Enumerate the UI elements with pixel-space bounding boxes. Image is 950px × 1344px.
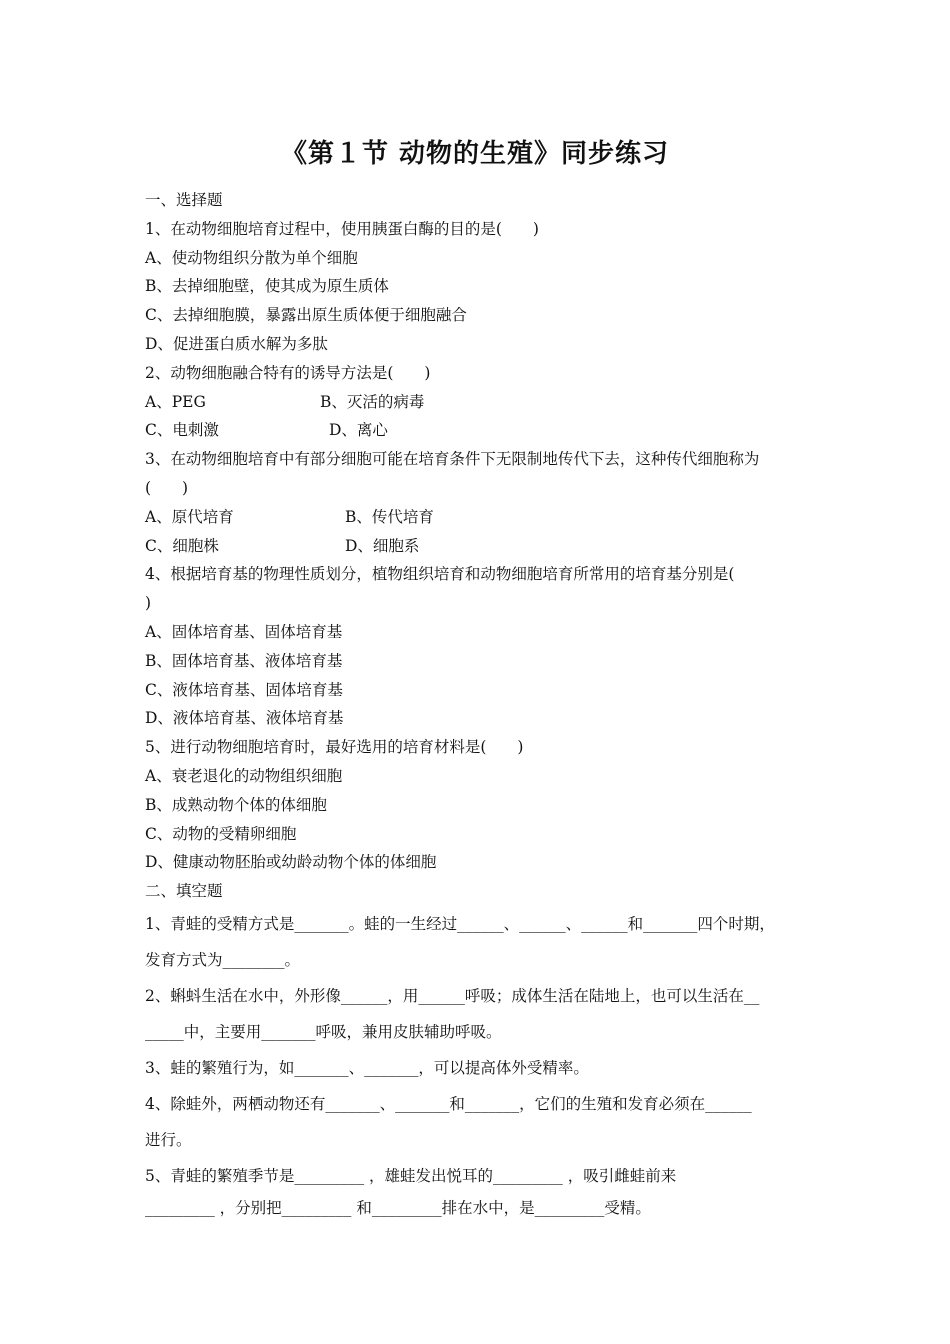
question-1-option-c: C、去掉细胞膜，暴露出原生质体便于细胞融合 — [145, 306, 467, 325]
question-2-option-a: A、PEG — [145, 392, 206, 411]
fill-5-line-2: _________ ，分别把_________ 和_________排在水中，是_________受精。 — [145, 1198, 651, 1217]
question-2-options-row-1 — [145, 388, 825, 417]
question-3-options-row-2 — [145, 532, 825, 561]
question-4-stem-line-1: 4、根据培育基的物理性质划分，植物组织培育和动物细胞培育所常用的培育基分别是( — [145, 565, 735, 584]
question-5-option-c: C、动物的受精卵细胞 — [145, 824, 297, 843]
question-2-option-b: B、灭活的病毒 — [320, 392, 425, 411]
question-3-option-a: A、原代培育 — [145, 507, 234, 526]
question-4-option-a: A、固体培育基、固体培育基 — [145, 622, 343, 641]
question-2-options-row-2 — [145, 416, 825, 445]
question-3-stem-line-1: 3、在动物细胞培育中有部分细胞可能在培育条件下无限制地传代下去，这种传代细胞称为 — [145, 450, 760, 469]
fill-3-line-1: 3、蛙的繁殖行为，如_______、_______，可以提高体外受精率。 — [145, 1058, 589, 1077]
fill-5-line-1: 5、青蛙的繁殖季节是_________ ，雄蛙发出悦耳的_________ ，吸引雌蛙前来 — [145, 1166, 677, 1185]
question-2-option-d: D、离心 — [329, 421, 388, 440]
question-3-option-d: D、细胞系 — [345, 536, 420, 555]
section-heading-choice: 一、选择题 — [145, 191, 223, 209]
question-4-option-c: C、液体培育基、固体培育基 — [145, 680, 343, 699]
question-1-option-d: D、促进蛋白质水解为多肽 — [145, 334, 328, 353]
question-4-stem-line-2: ) — [145, 594, 152, 613]
question-5-option-a: A、衰老退化的动物组织细胞 — [145, 766, 343, 785]
fill-2-line-1: 2、蝌蚪生活在水中，外形像______，用______呼吸；成体生活在陆地上，也可以生活在__ — [145, 986, 760, 1005]
question-3-option-c: C、细胞株 — [145, 536, 219, 555]
question-2-stem: 2、动物细胞融合特有的诱导方法是( ) — [145, 363, 431, 382]
question-5-stem: 5、进行动物细胞培育时，最好选用的培育材料是( ) — [145, 738, 524, 757]
fill-1-line-1: 1、青蛙的受精方式是_______。蛙的一生经过______、______、______和_______四个时期， — [145, 914, 775, 933]
section-heading-fill-in: 二、填空题 — [145, 882, 223, 901]
question-2-option-c: C、电刺激 — [145, 421, 219, 440]
question-1-option-b: B、去掉细胞壁，使其成为原生质体 — [145, 277, 389, 296]
document-title: 《第１节 动物的生殖》同步练习 — [280, 139, 670, 169]
question-1-option-a: A、使动物组织分散为单个细胞 — [145, 248, 358, 267]
question-3-option-b: B、传代培育 — [345, 507, 434, 526]
question-5-option-d: D、健康动物胚胎或幼龄动物个体的体细胞 — [145, 853, 437, 872]
fill-1-line-2: 发育方式为________。 — [145, 950, 301, 969]
question-4-option-d: D、液体培育基、液体培育基 — [145, 709, 344, 728]
question-4-option-b: B、固体培育基、液体培育基 — [145, 651, 343, 670]
question-3-stem-line-2: ( ) — [145, 478, 189, 497]
fill-4-line-2: 进行。 — [145, 1130, 192, 1149]
fill-4-line-1: 4、除蛙外，两栖动物还有_______、_______和_______，它们的生殖和发育必须在______ — [145, 1094, 752, 1113]
question-3-options-row-1 — [145, 503, 825, 532]
fill-2-line-2: _____中，主要用_______呼吸，兼用皮肤辅助呼吸。 — [145, 1022, 502, 1041]
question-5-option-b: B、成熟动物个体的体细胞 — [145, 795, 327, 814]
question-1-stem: 1、在动物细胞培育过程中，使用胰蛋白酶的目的是( ) — [145, 219, 539, 238]
document-body — [145, 186, 825, 1223]
